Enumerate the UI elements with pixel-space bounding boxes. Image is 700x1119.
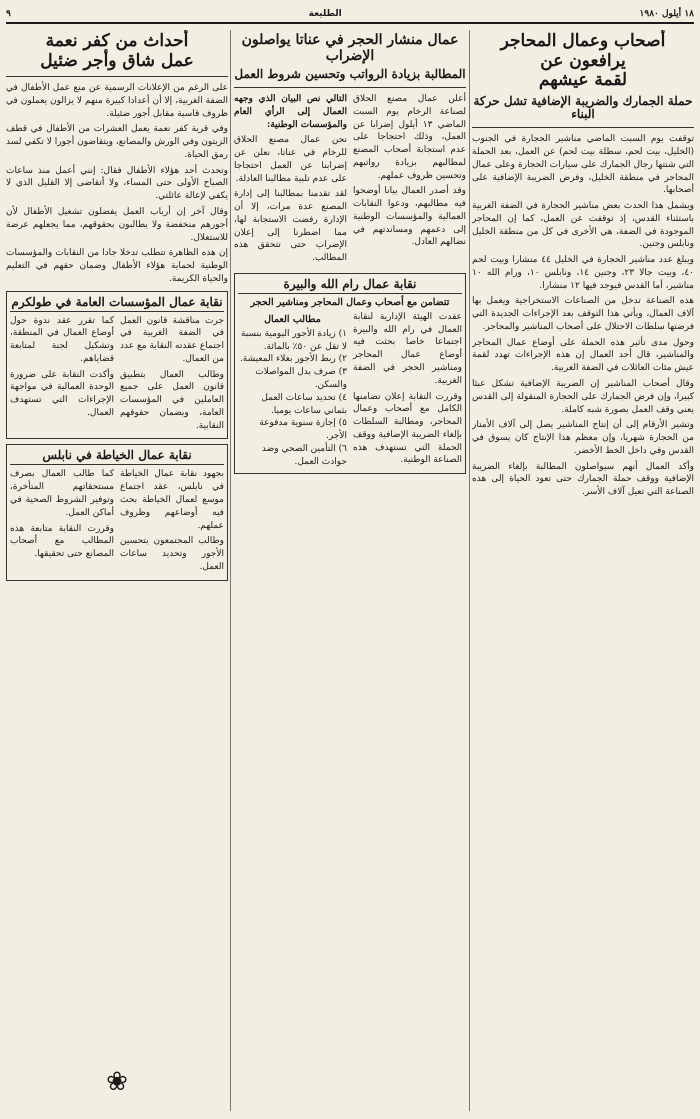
header-date: ١٨ أيلول ١٩٨٠ xyxy=(639,9,694,19)
list-item: ١) زيادة الأجور اليومية بنسبة لا تقل عن ٥٠٪ بالمائة. xyxy=(240,328,347,352)
box-paragraph: وأكدت النقابة على ضرورة الوحدة العمالية في مواجهة الإجراءات التي تستهدف العمال. xyxy=(10,369,114,418)
article-paragraph: لقد تقدمنا بمطالبنا إلى إدارة المصنع عدة مرات، إلا أن الإدارة رفضت الاستجابة لها، مما اضطرنا إلى إعلان الإضراب حتى تتحقق هذه المطالب. xyxy=(234,189,347,264)
article-headline: عمال منشار الحجر في عناتا يواصلون الإضراب xyxy=(241,32,459,65)
box-paragraph: بجهود نقابة عمال الخياطة في نابلس، عقد اجتماع موسع لعمال الخياطة بحث فيه أوضاعهم وظروف عملهم. xyxy=(120,469,224,531)
box-paragraph: وقررت النقابة متابعة هذه المطالب مع أصحاب المصانع حتى تحقيقها. xyxy=(10,523,114,560)
box-title: نقابة عمال المؤسسات العامة في طولكرم xyxy=(10,295,224,312)
union-box-tulkarm xyxy=(6,291,228,440)
article-paragraph: ويبلغ عدد مناشير الحجارة في الخليل ٤٤ منشارا وبيت لحم ٤٠، وبيت جالا ٢٣، وجنين ١٤، ونابلس ١٠، ورام الله ١٠ مناشير، أما القدس فيوجد فيها ١٢ منشارا. xyxy=(472,255,694,291)
article-headline xyxy=(6,32,228,71)
box-paragraph: كما تقرر عقد ندوة حول أوضاع العمال في المنطقة، وتشكيل لجنة لمتابعة قضاياهم. xyxy=(10,315,114,364)
box-paragraph: وطالب المجتمعون بتحسين الأجور وتحديد ساعات العمل. xyxy=(120,536,224,572)
article-paragraph: وقال آخر إن أرباب العمل يفضلون تشغيل الأطفال لأن أجورهم منخفضة ولا يطالبون بحقوقهم، مما يجعلهم عرضة للاستغلال. xyxy=(6,206,228,243)
body-column xyxy=(10,315,114,436)
article-paragraph: وتحدث أحد هؤلاء الأطفال فقال: إنني أعمل منذ ساعات الصباح الأولى حتى المساء، ولا أتقاضى إلا القليل الذي لا يكفي لإعالة عائلتي. xyxy=(6,165,228,202)
divider xyxy=(6,76,228,77)
divider xyxy=(234,87,466,88)
box-body xyxy=(10,468,224,576)
column-divider xyxy=(469,30,470,1111)
list-item: ٢) ربط الأجور بغلاء المعيشة. xyxy=(239,354,347,365)
article-stone-quarries xyxy=(472,30,694,1111)
article-paragraph: توقفت يوم السبت الماضي مناشير الحجارة في الجنوب (الخليل، بيت لحم، سطلة بيت لحم) عن العمل، بعد الحملة التي شنتها رجال الجمارك على سيارات الحجارة وعلى عمال المحاجر في منطقة الخليل، وفرض الضريبة الإضافية على أصحابها. xyxy=(472,134,694,196)
body-column xyxy=(353,311,462,470)
box-paragraph: جرت مناقشة قانون العمل في الضفة الغربية في اجتماع عقدته النقابة مع عدد من العمال. xyxy=(120,315,224,364)
box-paragraph: وقررت النقابة إعلان تضامنها الكامل مع أصحاب وعمال المحاجر، ومطالبة السلطات بإلغاء الضريبة الإضافية ووقف الحملة التي تستهدف هذه الصناعة الوطنية. xyxy=(353,391,462,466)
headline-line: أصحاب وعمال المحاجر يرافعون عن xyxy=(500,31,666,71)
article-paragraph: هذه الصناعة تدخل من الصناعات الاستخراجية ويعمل بها آلاف العمال، ويأتي هذا التوقف بعد الإجراءات الجديدة التي فرضتها سلطات الاحتلال على أصحاب المناشير والمحاجر. xyxy=(472,296,694,332)
list-item: ٦) التأمين الصحي وضد حوادث العمل. xyxy=(261,443,347,467)
box-body xyxy=(10,315,224,436)
list-item: ٤) تحديد ساعات العمل بثماني ساعات يوميا. xyxy=(261,392,347,416)
demands-title: مطالب العمال xyxy=(264,313,321,325)
demands-list xyxy=(238,328,347,468)
article-paragraph: وأكد العمال أنهم سيواصلون المطالبة بإلغاء الضريبة الإضافية ووقف حملة الجمارك حتى تعود الحياة إلى هذه الصناعة التي تعيل آلاف الأسر. xyxy=(472,461,694,498)
box-title: نقابة عمال رام الله والبيرة xyxy=(238,277,462,294)
box-paragraph: كما طالب العمال بصرف مستحقاتهم المتأخرة، وتوفير الشروط الصحية في أماكن العمل. xyxy=(10,469,114,518)
union-box-nablus xyxy=(6,444,228,580)
body-column xyxy=(120,315,224,436)
article-paragraph: وقد أصدر العمال بيانا أوضحوا فيه مطالبهم، ودعوا النقابات العمالية والمؤسسات الوطنية إلى دعمهم ومساندتهم في نضالهم العادل. xyxy=(353,186,466,248)
article-paragraph: على الرغم من الإعلانات الرسمية عن منع عمل الأطفال في الضفة الغربية، إلا أن أعدادا كبيرة منهم لا يزالون يعملون في ظروف قاسية مقابل أجور ضئيلة. xyxy=(6,83,228,119)
article-paragraph: أعلن عمال مصنع الحلاق لصناعة الرخام يوم السبت الماضي ١٣ أيلول إضرابا عن العمل، وذلك احتجاجا على عدم استجابة أصحاب المصنع لمطالبهم بزيادة رواتبهم وتحسين ظروف عملهم. xyxy=(353,93,466,181)
box-paragraph: وطالب العمال بتطبيق قانون العمل على جميع العاملين في المؤسسات العامة، وبضمان حقوقهم النقابية. xyxy=(120,369,224,431)
article-subheadline: المطالبة بزيادة الرواتب وتحسين شروط العمل xyxy=(234,67,466,82)
headline-line: عمل شاق وأجر ضئيل xyxy=(40,50,194,71)
header-page-number: ٩ xyxy=(6,9,11,19)
article-subheadline: حملة الجمارك والضريبة الإضافية تشل حركة البناء xyxy=(473,93,693,122)
box-subtitle: تتضامن مع أصحاب وعمال المحاجر ومناشير الحجر xyxy=(250,296,450,308)
article-paragraph: وتشير الأرقام إلى أن إنتاج المناشير يصل إلى آلاف الأمتار من الحجارة شهريا، وإن معظم هذا الإنتاج كان يسوق في القدس وفي داخل الخط الأخضر. xyxy=(472,420,694,456)
article-body xyxy=(234,93,466,268)
body-column xyxy=(120,468,224,576)
box-paragraph: عقدت الهيئة الإدارية لنقابة العمال في رام الله والبيرة اجتماعا خاصا بحثت فيه أوضاع عمال المحاجر ومناشير الحجر في الضفة الغربية. xyxy=(353,311,462,386)
body-column xyxy=(234,93,347,268)
article-paragraph: وقال أصحاب المناشير إن الضريبة الإضافية تشكل عبئا كبيرا، وإن فرض الجمارك على الحجارة المنقولة إلى القدس يعني وقف العمل بصورة شبه كاملة. xyxy=(472,379,694,415)
article-anata-strike xyxy=(234,30,466,1111)
article-paragraph: نحن عمال مصنع الحلاق للرخام في عناتا، نعلن عن إضرابنا عن العمل احتجاجا على عدم تلبية مطالبنا العادلة. xyxy=(234,135,347,184)
article-kafr-nima xyxy=(6,30,228,1111)
divider xyxy=(472,127,694,128)
body-column xyxy=(10,468,114,576)
body-column xyxy=(238,311,347,470)
column-divider xyxy=(230,30,231,1111)
article-headline xyxy=(472,32,694,91)
body-column xyxy=(353,93,466,268)
union-box-ramallah xyxy=(234,273,466,474)
box-body xyxy=(238,311,462,470)
list-item: ٣) صرف بدل المواصلات والسكن. xyxy=(255,367,347,390)
box-title: نقابة عمال الخياطة في نابلس xyxy=(10,448,224,465)
page-header xyxy=(6,6,694,24)
flower-ornament-icon: ❀ xyxy=(106,1067,128,1097)
article-paragraph: إن هذه الظاهرة تتطلب تدخلا جادا من النقابات والمؤسسات الوطنية لحماية هؤلاء الأطفال وضمان حقهم في التعليم والحياة الكريمة. xyxy=(6,248,228,284)
statement-intro: التالي نص البيان الذي وجهه العمال إلى الرأي العام والمؤسسات الوطنية: xyxy=(234,93,347,130)
list-item: ٥) إجازة سنوية مدفوعة الأجر. xyxy=(259,418,347,442)
header-publication: الطليعة xyxy=(308,9,342,19)
article-paragraph: وحول مدى تأثير هذه الحملة على أوضاع عمال المحاجر والمناشير، قال أحد العمال إن هذه الإجراءات تهدد لقمة عيش مئات العائلات في الضفة الغربية. xyxy=(472,337,694,374)
article-paragraph: وفي قرية كفر نعمة يعمل العشرات من الأطفال في قطف الزيتون وفي الورش والمصانع، ويتقاضون أجورا لا تكفي لسد رمق الحياة. xyxy=(6,124,228,160)
headline-line: لقمة عيشهم xyxy=(538,70,628,91)
headline-line: أحداث من كفر نعمة xyxy=(45,31,189,51)
article-paragraph: ويشمل هذا الحدث بعض مناشير الحجارة في الضفة الغربية باستثناء القدس، إذ توقفت عن العمل، كما إن المحاجر الموجودة في الضفة، هي الأخرى في كل من منطقة الخليل ونابلس وجنين. xyxy=(472,201,694,250)
